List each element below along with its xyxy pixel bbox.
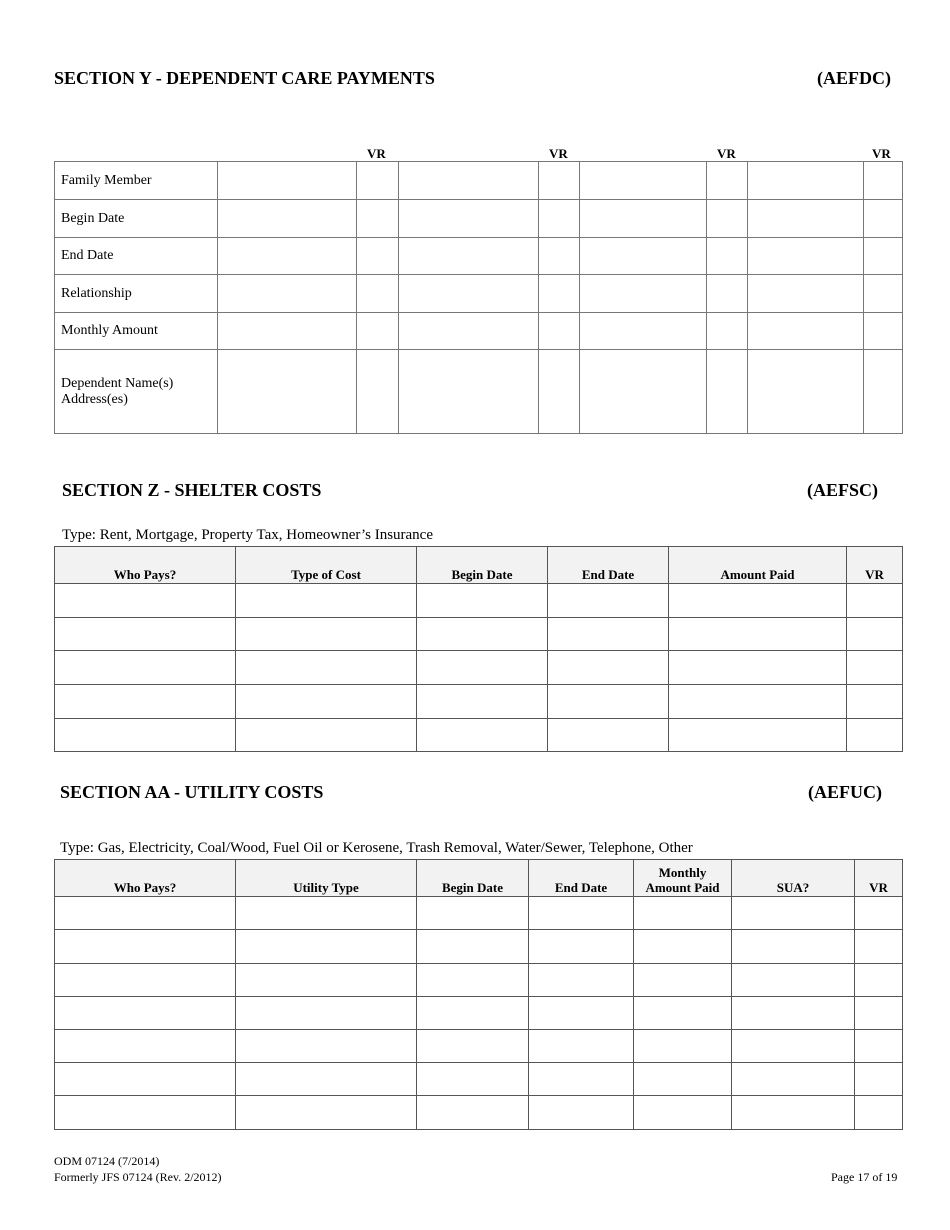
vr-cell[interactable] <box>357 162 399 200</box>
row-label-dependent-names <box>55 350 218 434</box>
table-row <box>55 1096 903 1130</box>
cell-utility-type[interactable] <box>236 1063 417 1096</box>
cell-begin-date[interactable] <box>417 1096 529 1130</box>
cell-vr[interactable] <box>855 1063 903 1096</box>
cell-begin-date[interactable] <box>417 930 529 964</box>
cell-vr[interactable] <box>847 651 903 685</box>
row-label-dependent-names-line1: Dependent Name(s) <box>61 375 174 391</box>
cell-sua[interactable] <box>732 1063 855 1096</box>
vr-cell[interactable] <box>357 275 399 313</box>
table-row <box>55 1030 903 1063</box>
header-amount-paid: Amount Paid <box>669 547 847 584</box>
table-row <box>55 930 903 964</box>
utility-costs-table <box>54 859 903 1130</box>
section-y-code: (AEFDC) <box>817 68 891 88</box>
section-z-code: (AEFSC) <box>807 480 878 500</box>
vr-cell[interactable] <box>357 350 399 434</box>
footer-page-number: Page 17 of 19 <box>831 1170 898 1184</box>
vr-cell[interactable] <box>864 275 903 313</box>
cell-sua[interactable] <box>732 1096 855 1130</box>
vr-cell[interactable] <box>864 350 903 434</box>
cell-vr[interactable] <box>847 618 903 651</box>
section-z-title: SECTION Z - SHELTER COSTS <box>62 480 322 500</box>
cell-sua[interactable] <box>732 897 855 930</box>
cell-amount-paid[interactable] <box>669 584 847 618</box>
table-row <box>55 964 903 997</box>
vr-cell[interactable] <box>539 275 580 313</box>
cell-end-date[interactable] <box>529 1030 634 1063</box>
vr-cell[interactable] <box>357 238 399 275</box>
cell-end-date[interactable] <box>529 930 634 964</box>
cell-who-pays[interactable] <box>55 1063 236 1096</box>
family-member-entry-4[interactable] <box>748 162 864 200</box>
header-monthly-line2: Amount Paid <box>645 880 720 895</box>
vr-cell[interactable] <box>707 350 748 434</box>
cell-type-of-cost[interactable] <box>236 651 417 685</box>
cell-type-of-cost[interactable] <box>236 719 417 752</box>
vr-cell[interactable] <box>707 238 748 275</box>
cell-end-date[interactable] <box>529 897 634 930</box>
cell-end-date[interactable] <box>529 1096 634 1130</box>
cell-amount-paid[interactable] <box>669 651 847 685</box>
cell-end-date[interactable] <box>529 1063 634 1096</box>
vr-cell[interactable] <box>539 238 580 275</box>
section-y-title: SECTION Y - DEPENDENT CARE PAYMENTS <box>54 68 435 88</box>
header-begin-date: Begin Date <box>417 860 529 897</box>
cell-type-of-cost[interactable] <box>236 584 417 618</box>
cell-who-pays[interactable] <box>55 1096 236 1130</box>
cell-vr[interactable] <box>855 1030 903 1063</box>
section-aa-title: SECTION AA - UTILITY COSTS <box>60 782 324 802</box>
cell-utility-type[interactable] <box>236 1096 417 1130</box>
vr-cell[interactable] <box>864 238 903 275</box>
table-header-row <box>55 547 903 584</box>
table-row <box>55 238 903 275</box>
footer-form-id: ODM 07124 (7/2014) <box>54 1154 160 1168</box>
monthly-amount-entry-2[interactable] <box>399 313 539 350</box>
cell-vr[interactable] <box>855 930 903 964</box>
row-label-end-date: End Date <box>55 238 218 275</box>
table-row <box>55 1063 903 1096</box>
cell-begin-date[interactable] <box>417 1063 529 1096</box>
cell-vr[interactable] <box>847 584 903 618</box>
header-monthly-amount-paid <box>634 860 732 897</box>
relationship-entry-2[interactable] <box>399 275 539 313</box>
cell-begin-date[interactable] <box>417 997 529 1030</box>
cell-who-pays[interactable] <box>55 685 236 719</box>
relationship-entry-1[interactable] <box>218 275 357 313</box>
cell-who-pays[interactable] <box>55 719 236 752</box>
header-sua: SUA? <box>732 860 855 897</box>
cell-who-pays[interactable] <box>55 964 236 997</box>
cell-sua[interactable] <box>732 997 855 1030</box>
table-row <box>55 584 903 618</box>
cell-monthly-amount[interactable] <box>634 1063 732 1096</box>
cell-begin-date[interactable] <box>417 964 529 997</box>
table-row <box>55 997 903 1030</box>
section-y-vr-label-3: VR <box>717 146 736 161</box>
table-row <box>55 719 903 752</box>
vr-cell[interactable] <box>539 313 580 350</box>
begin-date-entry-3[interactable] <box>580 200 707 238</box>
table-row <box>55 651 903 685</box>
cell-vr[interactable] <box>855 964 903 997</box>
cell-who-pays[interactable] <box>55 1030 236 1063</box>
cell-who-pays[interactable] <box>55 930 236 964</box>
cell-type-of-cost[interactable] <box>236 618 417 651</box>
cell-end-date[interactable] <box>548 618 669 651</box>
cell-begin-date[interactable] <box>417 584 548 618</box>
cell-monthly-amount[interactable] <box>634 1030 732 1063</box>
cell-who-pays[interactable] <box>55 618 236 651</box>
section-y-vr-label-2: VR <box>549 146 568 161</box>
cell-who-pays[interactable] <box>55 897 236 930</box>
cell-sua[interactable] <box>732 930 855 964</box>
dependent-names-entry-1[interactable] <box>218 350 357 434</box>
row-label-begin-date: Begin Date <box>55 200 218 238</box>
cell-monthly-amount[interactable] <box>634 1096 732 1130</box>
cell-vr[interactable] <box>855 1096 903 1130</box>
cell-type-of-cost[interactable] <box>236 685 417 719</box>
cell-end-date[interactable] <box>548 651 669 685</box>
cell-begin-date[interactable] <box>417 651 548 685</box>
table-row <box>55 162 903 200</box>
cell-begin-date[interactable] <box>417 897 529 930</box>
vr-cell[interactable] <box>864 313 903 350</box>
cell-end-date[interactable] <box>529 964 634 997</box>
table-row <box>55 685 903 719</box>
family-member-entry-3[interactable] <box>580 162 707 200</box>
cell-sua[interactable] <box>732 964 855 997</box>
end-date-entry-1[interactable] <box>218 238 357 275</box>
header-who-pays: Who Pays? <box>55 547 236 584</box>
vr-cell[interactable] <box>707 200 748 238</box>
section-y-vr-label-4: VR <box>872 146 891 161</box>
family-member-entry-2[interactable] <box>399 162 539 200</box>
header-type-of-cost: Type of Cost <box>236 547 417 584</box>
family-member-entry-1[interactable] <box>218 162 357 200</box>
begin-date-entry-2[interactable] <box>399 200 539 238</box>
header-who-pays: Who Pays? <box>55 860 236 897</box>
row-label-monthly-amount: Monthly Amount <box>55 313 218 350</box>
section-aa-type-line: Type: Gas, Electricity, Coal/Wood, Fuel Oil or Kerosene, Trash Removal, Water/Sewer, Telephone, Other <box>60 840 693 856</box>
monthly-amount-entry-3[interactable] <box>580 313 707 350</box>
table-row <box>55 275 903 313</box>
cell-monthly-amount[interactable] <box>634 997 732 1030</box>
table-row <box>55 350 903 434</box>
relationship-entry-3[interactable] <box>580 275 707 313</box>
vr-cell[interactable] <box>357 200 399 238</box>
section-y-vr-label-1: VR <box>367 146 386 161</box>
cell-vr[interactable] <box>855 897 903 930</box>
row-label-relationship: Relationship <box>55 275 218 313</box>
dependent-care-table <box>54 161 903 434</box>
vr-cell[interactable] <box>539 350 580 434</box>
cell-begin-date[interactable] <box>417 1030 529 1063</box>
cell-end-date[interactable] <box>548 685 669 719</box>
table-row <box>55 618 903 651</box>
header-monthly-line1: Monthly <box>658 865 707 880</box>
header-end-date: End Date <box>529 860 634 897</box>
cell-monthly-amount[interactable] <box>634 897 732 930</box>
table-row <box>55 313 903 350</box>
header-begin-date: Begin Date <box>417 547 548 584</box>
section-z-type-line: Type: Rent, Mortgage, Property Tax, Homeowner’s Insurance <box>62 527 434 543</box>
cell-amount-paid[interactable] <box>669 719 847 752</box>
relationship-entry-4[interactable] <box>748 275 864 313</box>
footer-formerly: Formerly JFS 07124 (Rev. 2/2012) <box>54 1170 222 1184</box>
cell-utility-type[interactable] <box>236 897 417 930</box>
cell-who-pays[interactable] <box>55 584 236 618</box>
vr-cell[interactable] <box>707 313 748 350</box>
cell-monthly-amount[interactable] <box>634 964 732 997</box>
end-date-entry-4[interactable] <box>748 238 864 275</box>
cell-vr[interactable] <box>847 685 903 719</box>
table-row <box>55 897 903 930</box>
cell-amount-paid[interactable] <box>669 685 847 719</box>
header-vr: VR <box>855 860 903 897</box>
begin-date-entry-1[interactable] <box>218 200 357 238</box>
end-date-entry-2[interactable] <box>399 238 539 275</box>
cell-monthly-amount[interactable] <box>634 930 732 964</box>
vr-cell[interactable] <box>864 200 903 238</box>
cell-begin-date[interactable] <box>417 618 548 651</box>
cell-utility-type[interactable] <box>236 1030 417 1063</box>
monthly-amount-entry-1[interactable] <box>218 313 357 350</box>
end-date-entry-3[interactable] <box>580 238 707 275</box>
cell-end-date[interactable] <box>529 997 634 1030</box>
cell-utility-type[interactable] <box>236 997 417 1030</box>
dependent-names-entry-3[interactable] <box>580 350 707 434</box>
header-end-date: End Date <box>548 547 669 584</box>
section-aa-code: (AEFUC) <box>808 782 882 802</box>
header-utility-type: Utility Type <box>236 860 417 897</box>
vr-cell[interactable] <box>539 162 580 200</box>
table-header-row <box>55 860 903 897</box>
vr-cell[interactable] <box>707 275 748 313</box>
cell-utility-type[interactable] <box>236 930 417 964</box>
cell-vr[interactable] <box>855 997 903 1030</box>
table-row <box>55 200 903 238</box>
monthly-amount-entry-4[interactable] <box>748 313 864 350</box>
cell-who-pays[interactable] <box>55 997 236 1030</box>
cell-vr[interactable] <box>847 719 903 752</box>
dependent-names-entry-4[interactable] <box>748 350 864 434</box>
cell-end-date[interactable] <box>548 584 669 618</box>
header-vr: VR <box>847 547 903 584</box>
cell-sua[interactable] <box>732 1030 855 1063</box>
cell-begin-date[interactable] <box>417 685 548 719</box>
cell-amount-paid[interactable] <box>669 618 847 651</box>
vr-cell[interactable] <box>707 162 748 200</box>
cell-begin-date[interactable] <box>417 719 548 752</box>
cell-utility-type[interactable] <box>236 964 417 997</box>
cell-who-pays[interactable] <box>55 651 236 685</box>
vr-cell[interactable] <box>864 162 903 200</box>
vr-cell[interactable] <box>539 200 580 238</box>
begin-date-entry-4[interactable] <box>748 200 864 238</box>
dependent-names-entry-2[interactable] <box>399 350 539 434</box>
row-label-family-member: Family Member <box>55 162 218 200</box>
row-label-dependent-names-line2: Address(es) <box>61 391 128 407</box>
vr-cell[interactable] <box>357 313 399 350</box>
shelter-costs-table <box>54 546 903 752</box>
cell-end-date[interactable] <box>548 719 669 752</box>
